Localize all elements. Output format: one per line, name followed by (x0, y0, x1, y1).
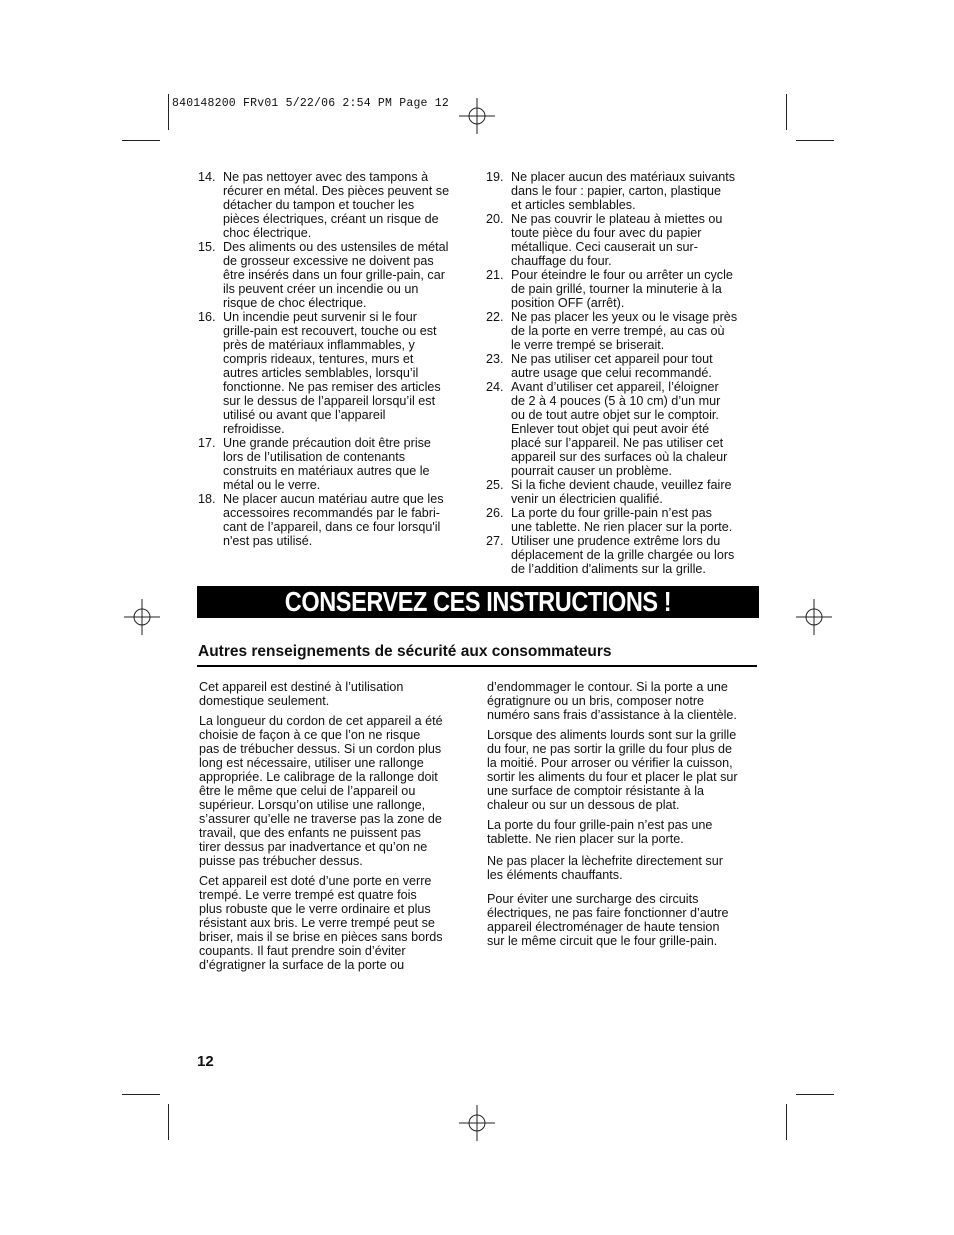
paragraph: La longueur du cordon de cet appareil a été choisie de façon à ce que l’on ne risque pas de trébucher dessus. Si un cordon plus long est nécessaire, utiliser une rallonge appropriée. Le calibrage de la rallonge doit être le même que celui de l’appareil ou supérieur. Lorsqu’on utilise une rallonge, s’assurer qu’elle ne traverse pas la zone de travail, que des enfants ne puissent pas tirer dessus par inadvertance et qu’on ne puisse pas trébucher dessus. (199, 714, 443, 868)
list-item (486, 506, 762, 534)
list-item (486, 170, 762, 212)
item-text: Un incendie peut survenir si le four grille-pain est recouvert, touche ou est près de matériaux inflammables, y compris rideaux, tentures, murs et autres articles semblables, lorsqu’il fonctionne. Ne pas remiser des articles sur le dessus de l’appareil lorsqu’il est utilisé ou avant que l’appareil refroidisse. (223, 310, 441, 436)
item-number: 17. (198, 436, 216, 450)
item-text: Ne pas couvrir le plateau à miettes ou toute pièce du four avec du papier métallique. Ceci causerait un sur- chauffage du four. (511, 212, 723, 268)
registration-mark-right-icon (796, 599, 832, 635)
list-item (198, 310, 473, 436)
item-number: 25. (486, 478, 504, 492)
item-text: Ne pas placer les yeux ou le visage près de la porte en verre trempé, au cas où le verre trempé se briserait. (511, 310, 738, 352)
list-item (486, 478, 762, 506)
list-item (486, 380, 762, 478)
item-number: 21. (486, 268, 504, 282)
item-number: 20. (486, 212, 504, 226)
item-number: 18. (198, 492, 216, 506)
list-item (198, 492, 473, 548)
registration-mark-top-icon (459, 98, 495, 134)
item-text: Ne pas utiliser cet appareil pour tout autre usage que celui recommandé. (511, 352, 713, 380)
item-number: 24. (486, 380, 504, 394)
item-number: 14. (198, 170, 216, 184)
print-slug: 840148200 FRv01 5/22/06 2:54 PM Page 12 (172, 97, 449, 110)
registration-mark-bottom-icon (459, 1105, 495, 1141)
item-text: Ne pas nettoyer avec des tampons à récurer en métal. Des pièces peuvent se détacher du tampon et toucher les pièces électriques, créant un risque de choc électrique. (223, 170, 450, 240)
list-item (198, 436, 473, 492)
list-item (486, 268, 762, 310)
crop-mark-top-left-vertical (168, 94, 169, 130)
banner-text: CONSERVEZ CES INSTRUCTIONS ! (284, 586, 672, 617)
body-column-right (487, 680, 762, 951)
list-item (486, 310, 762, 352)
item-text: Avant d’utiliser cet appareil, l’éloigner de 2 à 4 pouces (5 à 10 cm) d’un mur ou de tout autre objet sur le comptoir. Enlever tout objet qui peut avoir été placé sur l’appareil. Ne pas utiliser cet appareil sur des surfaces où la chaleur pourrait causer un problème. (511, 380, 728, 478)
item-text: Ne placer aucun matériau autre que les accessoires recommandés par le fabri- cant de l’appareil, dans ce four lorsqu'il n'est pas utilisé. (223, 492, 444, 548)
item-text: Ne placer aucun des matériaux suivants dans le four : papier, carton, plastique et articles semblables. (511, 170, 736, 212)
body-column-left (199, 680, 474, 975)
item-text: La porte du four grille-pain n’est pas une tablette. Ne rien placer sur la porte. (511, 506, 733, 534)
paragraph: Pour éviter une surcharge des circuits électriques, ne pas faire fonctionner d’autre appareil électroménager de haute tension sur le même circuit que le four grille-pain. (487, 892, 729, 948)
crop-mark-bottom-right-vertical (786, 1104, 787, 1140)
crop-mark-bottom-left-vertical (168, 1104, 169, 1140)
list-item (198, 170, 473, 240)
crop-mark-top-left-horizontal (122, 140, 160, 141)
item-text: Pour éteindre le four ou arrêter un cycle de pain grillé, tourner la minuterie à la position OFF (arrêt). (511, 268, 733, 310)
paragraph: d’endommager le contour. Si la porte a une égratignure ou un bris, composer notre numéro sans frais d’assistance à la clientèle. (487, 680, 737, 722)
list-item (486, 352, 762, 380)
paragraph: Lorsque des aliments lourds sont sur la grille du four, ne pas sortir la grille du four plus de la moitié. Pour arroser ou vérifier la cuisson, sortir les aliments du four et placer le plat sur une surface de comptoir résistante à la chaleur ou sur un dessous de plat. (487, 728, 738, 812)
page-number: 12 (197, 1053, 214, 1070)
item-text: Utiliser une prudence extrême lors du déplacement de la grille chargée ou lors de l’addition d'aliments sur la grille. (511, 534, 735, 576)
list-item (486, 212, 762, 268)
item-text: Si la fiche devient chaude, veuillez faire venir un électricien qualifié. (511, 478, 732, 506)
section-divider (197, 665, 757, 667)
item-number: 19. (486, 170, 504, 184)
item-text: Une grande précaution doit être prise lors de l’utilisation de contenants construits en matériaux autres que le métal ou le verre. (223, 436, 431, 492)
save-instructions-banner (197, 586, 759, 618)
registration-mark-left-icon (124, 599, 160, 635)
section-title: Autres renseignements de sécurité aux consommateurs (198, 643, 612, 660)
item-number: 22. (486, 310, 504, 324)
paragraph: Cet appareil est doté d’une porte en verre trempé. Le verre trempé est quatre fois plus robuste que le verre ordinaire et plus résistant aux bris. Le verre trempé peut se briser, mais il se brise en pièces sans bords coupants. Il faut prendre soin d’éviter d’égratigner la surface de la porte ou (199, 874, 443, 972)
item-number: 23. (486, 352, 504, 366)
crop-mark-top-right-horizontal (796, 140, 834, 141)
crop-mark-bottom-right-horizontal (796, 1094, 834, 1095)
item-number: 15. (198, 240, 216, 254)
crop-mark-bottom-left-horizontal (122, 1094, 160, 1095)
item-number: 26. (486, 506, 504, 520)
item-number: 27. (486, 534, 504, 548)
safety-list-right (486, 170, 762, 576)
paragraph: Cet appareil est destiné à l’utilisation domestique seulement. (199, 680, 404, 708)
item-number: 16. (198, 310, 216, 324)
list-item (198, 240, 473, 310)
item-text: Des aliments ou des ustensiles de métal de grosseur excessive ne doivent pas être insérés dans un four grille-pain, car ils peuvent créer un incendie ou un risque de choc électrique. (223, 240, 449, 310)
safety-list-left (198, 170, 473, 548)
paragraph: Ne pas placer la lèchefrite directement sur les éléments chauffants. (487, 854, 723, 882)
paragraph: La porte du four grille-pain n’est pas une tablette. Ne rien placer sur la porte. (487, 818, 713, 846)
list-item (486, 534, 762, 576)
crop-mark-top-right-vertical (786, 94, 787, 130)
